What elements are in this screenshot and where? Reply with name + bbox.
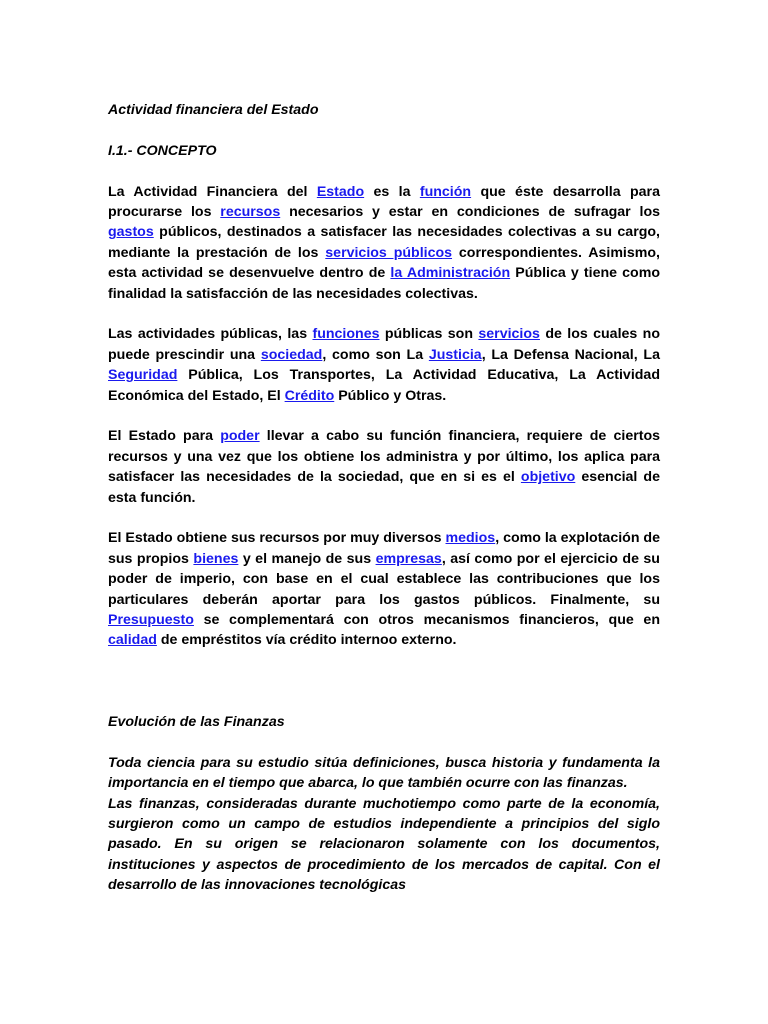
paragraph-concepto-3: El Estado para poder llevar a cabo su función financiera, requiere de ciertos recursos y una vez que los obtiene los administra y por último, los aplica para satisfacer las necesidades de la sociedad, que en si es el objetivo esencial de esta función. (108, 428, 661, 506)
paragraph-evolucion-1: Toda ciencia para su estudio sitúa definiciones, busca historia y fundamenta la importancia en el tiempo que abarca, lo que también ocurre con las finanzas. (108, 754, 660, 792)
paragraph-concepto-2: Las actividades públicas, las funciones públicas son servicios de los cuales no puede prescindir una sociedad, como son La Justicia, La Defensa Nacional, La Seguridad Pública, Los Transportes, La Actividad Educativa, La Actividad Económica del Estado, El Crédito Público y Otras. (108, 326, 661, 404)
section-subtitle: I.1.- CONCEPTO (108, 142, 217, 159)
paragraph-concepto-4: El Estado obtiene sus recursos por muy diversos medios, como la explotación de sus propios bienes y el manejo de sus empresas, así como por el ejercicio de su poder de imperio, con base en el cual establece las contribuciones que los particulares deberán aportar para los gastos públicos. Finalmente, su Presupuesto se complementará con otros mecanismos financieros, que en calidad de empréstitos vía crédito internoo externo. (108, 530, 660, 649)
link-bienes[interactable]: bienes (193, 550, 239, 567)
link-servicios[interactable]: servicios (478, 326, 540, 343)
link-justicia[interactable]: Justicia (428, 346, 482, 363)
link-poder[interactable]: poder (220, 428, 260, 445)
link-calidad[interactable]: calidad (108, 632, 157, 649)
link-recursos[interactable]: recursos (220, 204, 281, 220)
link-seguridad[interactable]: Seguridad (108, 367, 178, 384)
link-presupuesto[interactable]: Presupuesto (108, 612, 194, 629)
paragraph-evolucion-2: Las finanzas, consideradas durante muchotiempo como parte de la economía, surgieron como un campo de estudios independiente a principios del siglo pasado. En su origen se relacionaron solamente con los documentos, instituciones y aspectos de procedimiento de los mercados de capital. Con el desarrollo de las innovaciones tecnológicas (108, 795, 660, 894)
link-la-administracion[interactable]: la Administración (390, 265, 511, 282)
section-title-evolucion: Evolución de las Finanzas (108, 713, 285, 730)
link-objetivo[interactable]: objetivo (520, 469, 576, 486)
link-servicios-publicos[interactable]: servicios públicos (325, 244, 453, 261)
link-sociedad[interactable]: sociedad (260, 346, 323, 363)
link-funciones[interactable]: funciones (312, 326, 380, 343)
section-title: Actividad financiera del Estado (108, 102, 319, 118)
paragraph-concepto-1: La Actividad Financiera del Estado es la función que éste desarrolla para procurarse los recursos necesarios y estar en condiciones de sufragar los gastos públicos, destinados a satisfacer las necesidades colectivas a su cargo, mediante la prestación de los servicios públicos correspondientes. Asimismo, esta actividad se desenvuelve dentro de la Administración Pública y tiene como finalidad la satisfacción de las necesidades colectivas. (108, 183, 660, 302)
link-funcion[interactable]: función (419, 183, 472, 200)
link-medios[interactable]: medios (445, 530, 496, 547)
document-page (108, 100, 660, 896)
link-credito[interactable]: Crédito (284, 387, 335, 404)
link-gastos[interactable]: gastos (108, 224, 154, 241)
link-estado[interactable]: Estado (316, 183, 365, 200)
link-empresas[interactable]: empresas (375, 550, 442, 567)
